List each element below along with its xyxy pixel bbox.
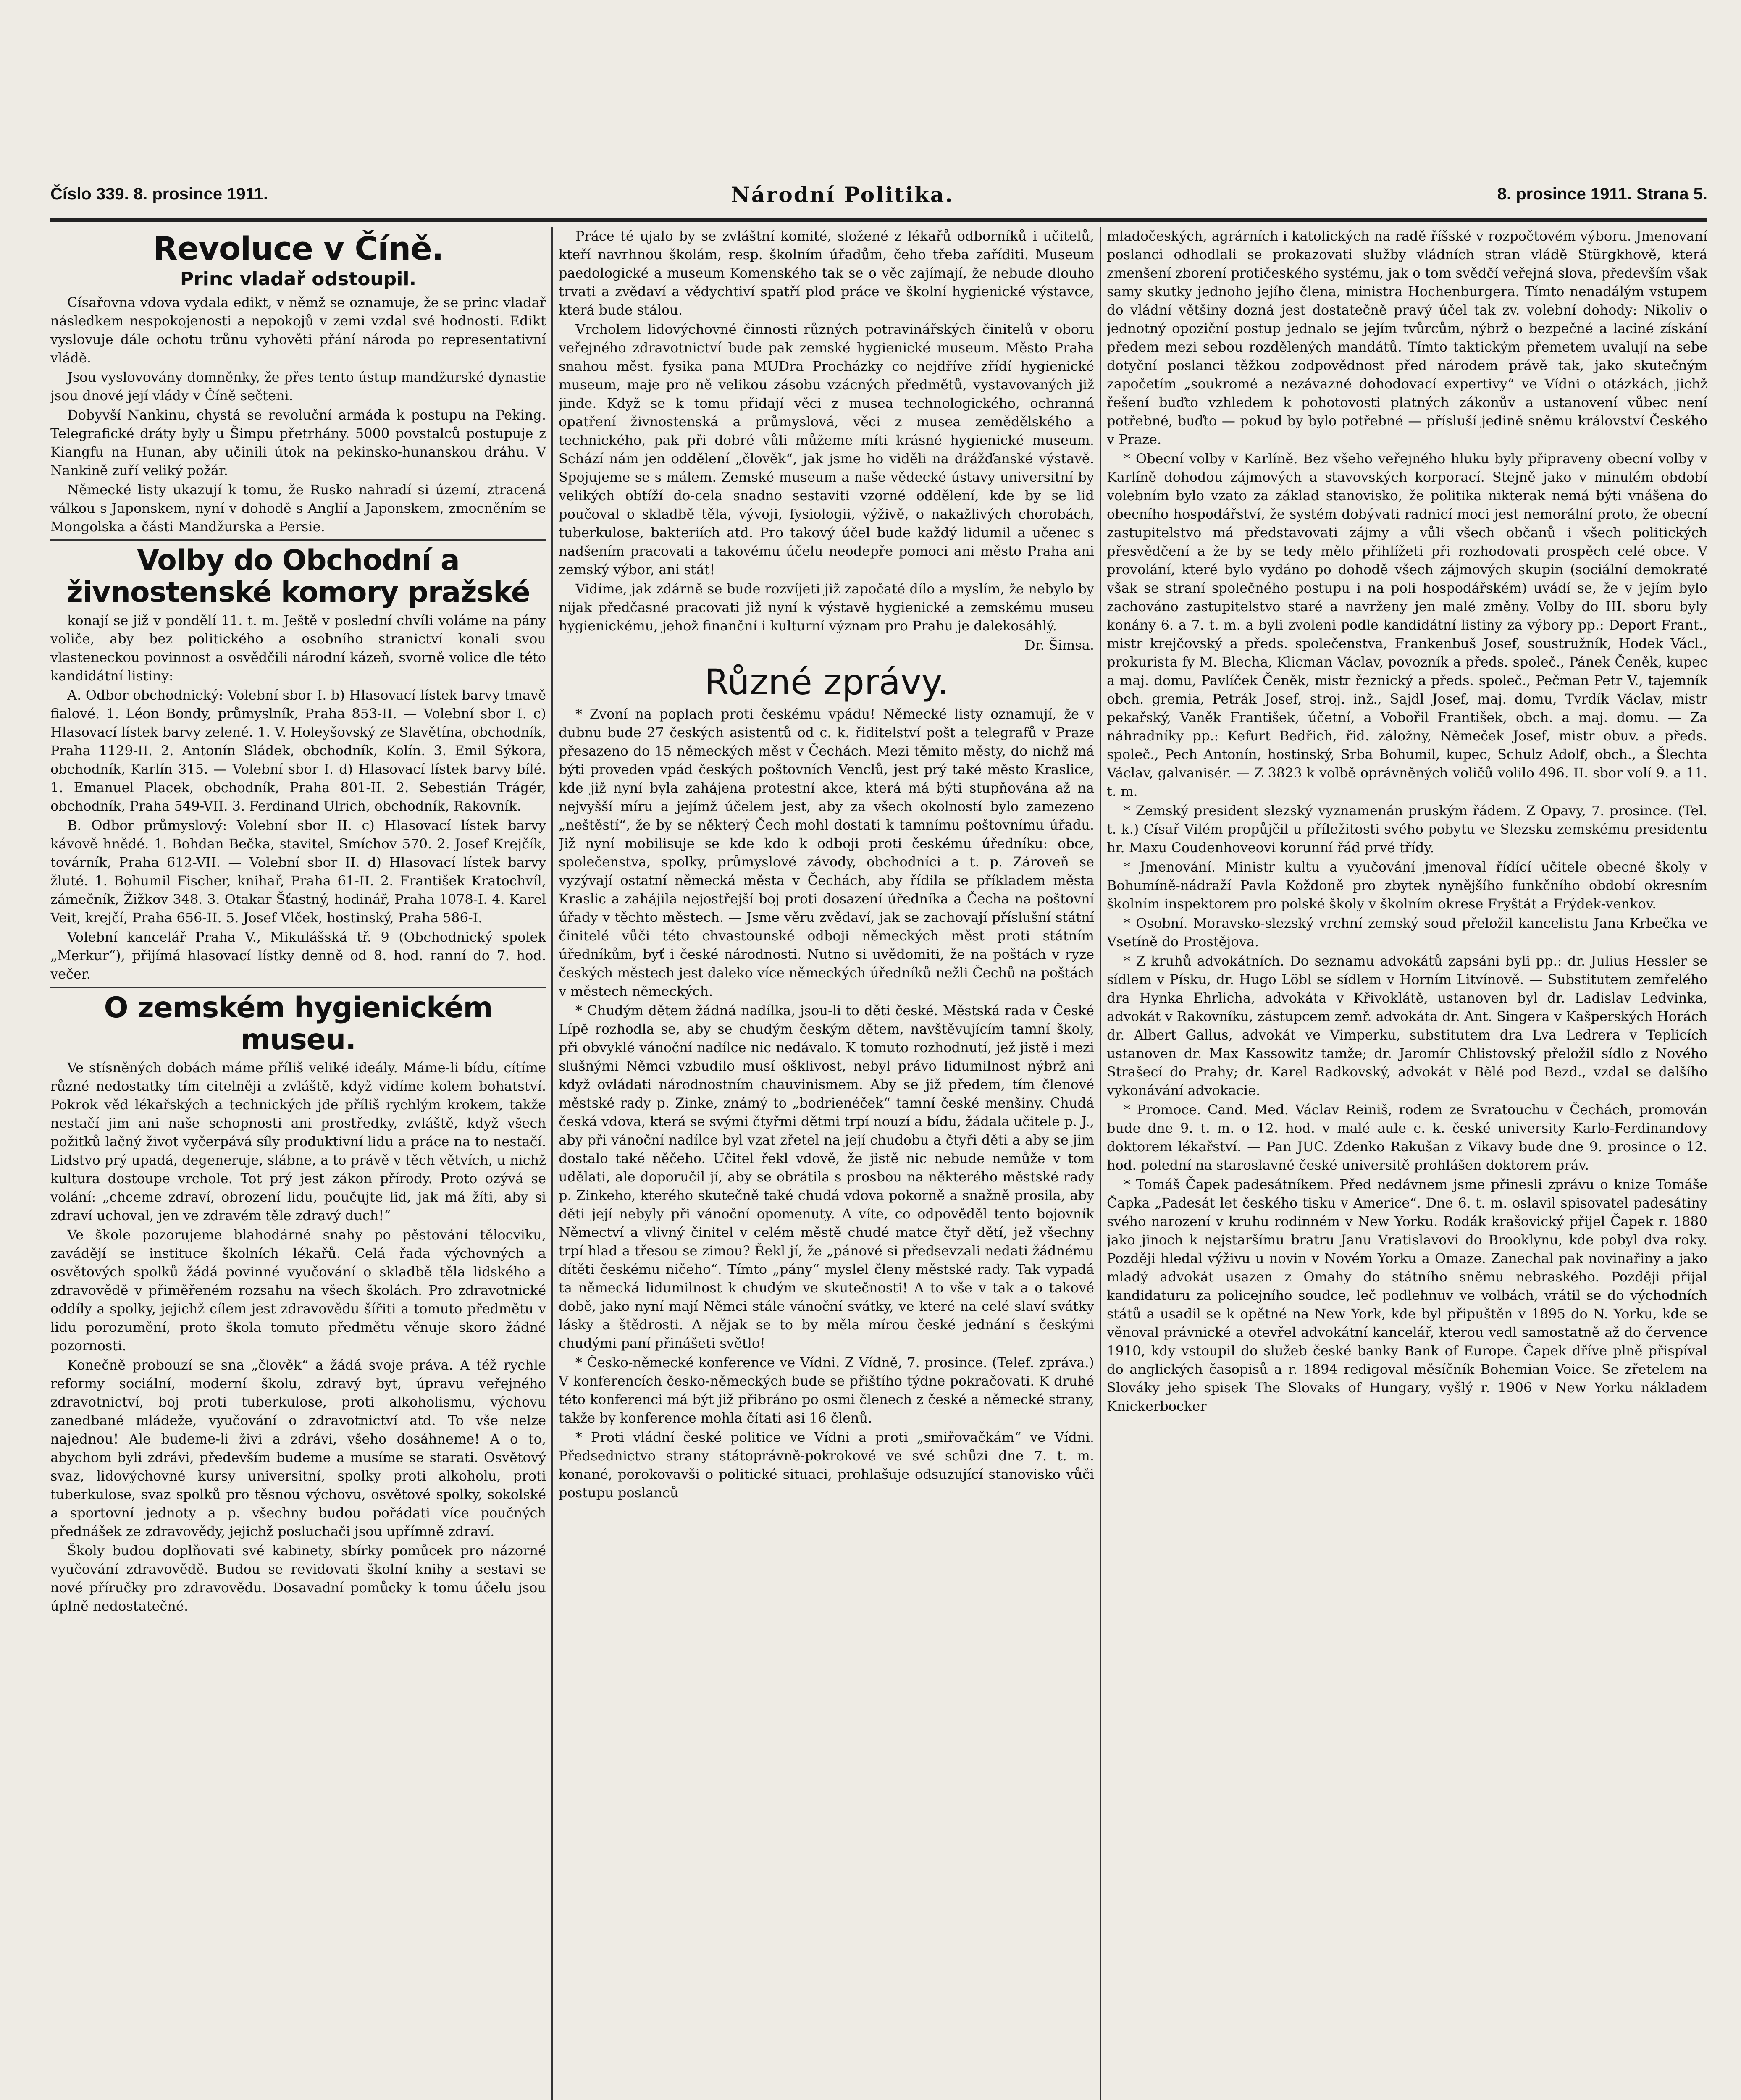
news-item: * Chudým dětem žádná nadílka, jsou-li to děti české. Městská rada v České Lípě rozhodla se, aby se chudým českým dětem, navštěvujícím tamní školy, při obvyklé vánoční nadílce nic nedávalo. K tomuto rozhodnutí, jež jistě i mezi slušnými Němci vzbudilo musí ošklivost, nebyl právo lidumilnost nýbrž ani když ovládati národnostním chauvinismem. Aby se již předem, tím členové městské rady p. Zinke, známý to „bodrienéček“ tamní české menšiny. Chudá česká vdova, která se svými čtyřmi dětmi trpí nouzí a bídu, žádala učitele p. J., aby při vánoční nadílce byl vzat zřetel na její chudobu a čtyři děti a aby se jim dostalo také něčeho. Učitel řekl vdově, že jistě nic nebude nemůže v tom udělati, ale doporučil jí, aby se obrátila s prosbou na některého městské rady p. Zinkeho, kterého skutečně také chudá vdova pokorně a snažně prosila, aby děti její nebyly při vánoční opomenuty. A víte, co odpověděl tento bojovník Němectví a vlivný činitel v celém městě chudé matce čtyř dětí, jež všechny trpí hlad a třesou se zimou? Řekl jí, že „pánové si předsevzali nedati žádnému dítěti českému ničeho“. Tímto „pány“ myslel členy městské rady. Tak vypadá ta německá lidumilnost k chudým ve skutečnosti! A to vše v tak a o takové době, jako nyní mají Němci stále vánoční svátky, ve které na celé slaví svátky lásky a štědrosti. A nějak se to by měla mírou české jednání s českými chudými paní přinášeti světlo! — [559, 1003, 1094, 1351]
news-item: * Promoce. Cand. Med. Václav Reiniš, rodem ze Svratouchu v Čechách, promován bude dne 9. t. m. o 12. hod. v malé aule c. k. české university Karlo-Ferdinandovy doktorem lékařství. — Pan JUC. Zdenko Rakušan z Vikavy bude dne 9. prosince o 12. hod. polední na staroslavné české universitě prohlášen doktorem práv. — [1107, 1102, 1707, 1173]
paragraph: A. Odbor obchodnický: Volební sbor I. b) Hlasovací lístek barvy tmavě fialové. 1. Léon Bondy, průmyslník, Praha 853-II. — Volební sbor I. c) Hlasovací lístek barvy zelené. 1. V. Holeyšovský ze Slavětína, obchodník, Praha 1129-II. 2. Antonín Sládek, obchodník, Kolín. 3. Emil Sýkora, obchodník, Karlín 315. — Volební sbor I. d) Hlasovací lístek barvy bílé. 1. Emanuel Placek, obchodník, Praha 801-II. 2. Sebestián Trágér, obchodník, Praha 549-VII. 3. Ferdinand Ulrich, obchodník, Rakovník. — [50, 687, 546, 814]
signature: Dr. Šimsa. — [1024, 637, 1094, 653]
paragraph: Ve stísněných dobách máme příliš veliké ideály. Máme-li bídu, cítíme různé nedostatky tím citelněji a zvláště, když vidíme kolem bohatství. Pokrok věd lékařských a technických jde příliš rychlým krokem, takže nestačí jim ani naše schopnosti ani prostředky, zvláště, když všech požitků lačný život vyčerpává síly produktivní lidu a práce na to nestačí. Lidstvo prý upadá, degeneruje, slábne, a to právě v těch větvích, u nichž kultura dostoupe vrchole. Tot prý jest zákon přírody. Proto ozývá se volání: „chceme zdraví, obrození lidu, poučujte lid, jak má žíti, aby si zdraví uchoval, jen ve zdravém těle zdravý duch!“ — [50, 1060, 546, 1223]
section-title: Různé zprávy. — [704, 662, 949, 703]
issue-number: Číslo 339. 8. prosince 1911. — [50, 185, 268, 203]
paragraph: konají se již v pondělí 11. t. m. Ještě v poslední chvíli voláme na pány voliče, aby bez politického a osobního stranictví konali svou vlasteneckou povinnost a osvědčili národní kázeň, svorně volice dle této kandidátní listiny: — [50, 612, 546, 684]
paragraph: Školy budou doplňovati své kabinety, sbírky pomůcek pro názorné vyučování zdravovědě. Budou se revidovati školní knihy a sestavi se nové příručky pro zdravovědu. Dosavadní pomůcky k tomu účelu jsou úplně nedostatečné. — [50, 1543, 546, 1614]
paragraph: Německé listy ukazují k tomu, že Rusko nahradí si území, ztracená válkou s Japonskem, nyní v dohodě s Anglií a Japonskem, zmocněním se Mongolska a části Mandžurska a Persie. — [50, 482, 546, 535]
paragraph: Jsou vyslovovány domněnky, že přes tento ústup mandžurské dynastie jsou dnové její vlády v Číně sečteni. — [50, 369, 546, 404]
paragraph: Císařovna vdova vydala edikt, v němž se oznamuje, že se princ vladař následkem nespokojenosti a nepokojů v zemi vzdal své hodnosti. Edikt vyslovuje dále ochotu trůnu vyhověti přání národa po representativní vládě. — [50, 294, 546, 366]
paragraph: Práce té ujalo by se zvláštní komité, složené z lékařů odborníků i učitelů, kteří navrhnou školám, resp. školním úřadům, čeho třeba zaříditi. Museum paedologické a museum Komenského tak se o věc zajímají, že nebude dlouho trvati a zvědaví a vědychtiví spatří plod práce ve školní hygienické výstavce, která bude stálou. — [559, 228, 1094, 318]
column-divider — [551, 227, 553, 2100]
article-subtitle: Princ vladař odstoupil. — [180, 268, 417, 290]
column-divider — [1100, 227, 1101, 2100]
news-item: * Zemský president slezský vyznamenán pruským řádem. Z Opavy, 7. prosince. (Tel. t. k.) Císař Vilém propůjčil u příležitosti svého pobytu ve Slezsku zemskému presidentu hr. Maxu Coudenhoveovi korunní řád prvé třídy. — [1107, 803, 1707, 856]
column-2 — [559, 227, 1094, 2100]
news-item: * Proti vládní české politice ve Vídni a proti „smiřovačkám“ ve Vídni. Předsednictvo strany státoprávně-pokrokové ve své schůzi dne 7. t. m. konané, porokovavši o politické situaci, prohlašuje odsuzující stanovisko vůči postupu poslanců — [559, 1429, 1094, 1501]
columns — [50, 227, 1707, 2100]
news-item: * Jmenování. Ministr kultu a vyučování jmenoval řídící učitele obecné školy v Bohumíně-nádraží Pavla Koždoně pro zbytek nynějšího funkčního období okresním školním inspektorem pro polské školy v školním okrese Fryštát a Frýdek-venkov. — [1107, 859, 1707, 912]
news-item: * Česko-německé konference ve Vídni. Z Vídně, 7. prosince. (Telef. zpráva.) V konferencích česko-německých bude se přištího týdne pokračovati. K druhé této konferenci má být již přibráno po osmi členech z české a německé strany, takže by konference mohla čítati asi 16 členů. — [559, 1354, 1094, 1426]
article-title: Volby do Obchodní a živnostenské komory pražské — [66, 544, 530, 609]
news-item: * Tomáš Čapek padesátníkem. Před nedávnem jsme přinesli zprávu o knize Tomáše Čapka „Padesát let českého tisku v Americe“. Dne 6. t. m. oslavil spisovatel padesátiny svého narození v kruhu rodinném v New Yorku. Rodák krašovický přijel Čapek r. 1880 jako jinoch k nejstaršímu bratru Janu Vratislavovi do Brooklynu, kde pobyl dva roky. Později hledal výživu u novin v Novém Yorku a Omaze. Zanechal pak novinařiny a jako mladý advokát usazen z Omahy do státního sněmu nebraského. Později přijal kandidaturu za policejního soudce, leč podlehnuv ve volbách, vrátil se do východních států a usadil se k opětné na New York, kde byl připuštěn v 1895 do N. Yorku, kde se věnoval právnické a otevřel advokátní kancelář, kterou vedl samostatně až do července 1910, kdy vstoupil do služeb české banky Bank of Europe. Čapek dříve plně přispíval do anglických časopisů a r. 1894 redigoval měsíčník Bohemian Voice. Se zřetelem na Slováky jeho spisek The Slovaks of Hungary, vyšlý r. 1906 v New Yorku nákladem Knickerbocker — [1107, 1176, 1707, 1414]
paragraph: Vidíme, jak zdárně se bude rozvíjeti již započaté dílo a myslím, že nebylo by nijak předčasné pracovati již nyní k výstavě hygienické a zemskému museu hygienickému, jehož finanční i kulturní význam pro Prahu je dalekosáhlý. — [559, 581, 1094, 634]
article-volby — [50, 545, 546, 988]
news-item: * Z kruhů advokátních. Do seznamu advokátů zapsáni byli pp.: dr. Julius Hessler se sídlem v Písku, dr. Hugo Löbl se sídlem v Horním Litvínově. — Substitutem zemřelého dra Hynka Ehrlicha, advokáta v Křivoklátě, ustanoven byl dr. Ladislav Ledvinka, advokát v Rakovníku, zástupcem zemř. advokáta dr. Ant. Singera v Kašperských Horách dr. Albert Gallus, advokát ve Vimperku, substitutem dra Lva Ledrera v Teplicích ustanoven dr. Max Kassowitz tamže; dr. Jaromír Chlistovský přeložil sídlo z Nového Strašecí do Prahy; dr. Karel Radkovský, advokát v Bělé pod Bezd., vzdal se dalšího vykonávání advokacie. — [1107, 953, 1707, 1098]
news-item: * Obecní volby v Karlíně. Bez všeho veřejného hluku byly připraveny obecní volby v Karlíně dohodou zájmových a stavovských korporací. Stejně jako v minulém období volebním bylo vzato za základ stanovisko, že politika nikterak nemá býti vnášena do obecního hospodářství, že systém dobývati radnicí moci jest nemorální proto, že obecní zastupitelstvo má představovati zájmy a vůli všech občanů i všech politických přesvědčení a že by se tedy mělo přihlížeti při rozhodovati prospěch celé obce. V provolání, které bylo vydáno po dohodě všech zájmových skupin (sociální demokraté však se straní společného postupu i na poli hospodářském) uvádí se, že v jejím bylo zachováno zastupitelstvo staré a navrženy jen malé změny. Volby do III. sboru byly konány 6. a 7. t. m. a byli zvoleni podle kandidátní listiny za výbory pp.: Deport Frant., mistr krejčovský a předs. společenstva, Frankenbuš Josef, soustružník, Hodek Václ., prokurista fy M. Blecha, Klicman Václav, povozník a předs. společ., Pánek Čeněk, kupec a maj. domu, Pavlíček Čeněk, mistr řeznický a předs. společ., Pečman Petr V., tajemník obch. gremia, Petrák Josef, stroj. inž., Sajdl Josef, maj. domu, Tvrdík Václav, mistr pekařský, Vaněk František, účetní, a Vobořil František, obch. a maj. domu. — Za náhradníky pp.: Kefurt Bedřich, řid. záložny, Němeček Josef, mistr obuv. a předs. společ., Pech Antonín, hostinský, Srba Bohumil, kupec, Schulz Adolf, obch., a Šlechta Václav, galvanisér. — Z 3823 k volbě oprávněných voličů volilo 496. II. sbor volí 9. a 11. t. m. — [1107, 451, 1707, 799]
page-header — [50, 182, 1707, 222]
masthead: Národní Politika. — [731, 182, 954, 207]
article-muzeum — [50, 992, 546, 1615]
paragraph: Konečně probouzí se sna „člověk“ a žádá svoje práva. A též rychle reformy sociální, moderní školu, zdravý byt, úpravu veřejného zdravotnictví, boj proti tuberkulose, proti alkoholismu, výchovu zanedbané mládeže, vyučování o zdravotnictví atd. To vše nelze najednou! Ale budeme-li živi a zdrávi, všeho dosáhneme! A o to, abychom byli zdrávi, především budeme a musíme se starati. Osvětový svaz, lidovýchovné kursy universitní, spolky proti alkoholu, proti tuberkulose, svaz spolků pro těsnou výchovu, osvětové spolky, sokolské a sportovní jednoty a p. všechny budou pořádati více poučných přednášek ze zdravovědy, jejichž posluchači jsou upřímně zdraví. — [50, 1357, 546, 1539]
date-page: 8. prosince 1911. Strana 5. — [1497, 185, 1707, 203]
news-item: * Zvoní na poplach proti českému vpádu! Německé listy oznamují, že v dubnu bude 27 českých asistentů od c. k. řiditelství pošt a telegrafů v Praze přesazeno do 15 německých měst v Čechách. Mezi těmito městy, do nichž má býti proveden vpád českých poštovních Venclů, jest prý také město Kraslice, kde již nyní byla zahájena protestní akce, která má býti stupňována až na nejvyšší míru a jejímž účelem jest, aby za všech okolností bylo zamezeno „neštěstí“, že by se některý Čech mohl dostati k tamnímu poštovnímu úřadu. Již nyní mobilisuje se kde kdo k odboji proti českému úředníku: obce, společenstva, spolky, průmyslové závody, obchodníci a t. p. Zároveň se vyzývají ostatní německá města v Čechách, aby řídila se příkladem města Kraslic a zahájila nejostřejší boj proti dosazení úředníka a Čecha na poštovní úřady v těchto městech. — Jsme věru zvědaví, jak se zachovají příslušní státní činitelé vůči této chvastounské odboji německých měst proti státním úředníkům, byť i české národnosti. Nutno si uvědomiti, že na poštách v ryze českých městech jest daleko více německých úředníků nežli Čechů na poštách v městech německých. — [559, 706, 1094, 999]
paragraph: Dobyvší Nankinu, chystá se revoluční armáda k postupu na Peking. Telegrafické dráty byly u Šimpu přetrhány. 5000 povstalců postupuje z Kiangfu na Hunan, aby učinili útok na pekinsko-hunanskou dráhu. V Nankině zuří veliký požár. — [50, 407, 546, 478]
column-1 — [50, 227, 546, 2100]
paragraph: Volební kancelář Praha V., Mikulášská tř. 9 (Obchodnický spolek „Merkur“), přijímá hlasovací lístky denně od 8. hod. ranní do 7. hod. večer. — [50, 929, 546, 982]
paragraph: B. Odbor průmyslový: Volební sbor II. c) Hlasovací lístek barvy kávově hnědé. 1. Bohdan Bečka, stavitel, Smíchov 570. 2. Josef Krejčík, továrník, Praha 612-VII. — Volební sbor II. d) Hlasovací lístek barvy žluté. 1. Bohumil Fischer, knihař, Praha 61-II. 2. František Kratochvíl, zámečník, Žižkov 348. 3. Otakar Šťastný, hodinář, Praha 1078-I. 4. Karel Veit, krejčí, Praha 656-II. 5. Josef Vlček, hostinský, Praha 586-I. — [50, 817, 546, 926]
article-title: O zemském hygienickém museu. — [104, 991, 493, 1056]
paragraph: Ve škole pozorujeme blahodárné snahy po pěstování tělocviku, zavádějí se instituce školních lékařů. Celá řada výchovných a osvětových spolků žádá povinné vyučování o skladbě těla lidského a zdravovědě v přiměřeném rozsahu na všech školách. Pro zdravotnické oddíly a spolky, jejichž cílem jest zdravovědu šířiti a tomuto předmětu v lidu porozumění, proto škola tomuto předmětu věnuje skoro žádné pozornosti. — [50, 1227, 546, 1354]
news-item: * Osobní. Moravsko-slezský vrchní zemský soud přeložil kancelistu Jana Krbečka ve Vsetíně do Prostějova. — [1107, 915, 1707, 950]
paragraph: mladočeských, agrárních i katolických na radě říšské v rozpočtovém výboru. Jmenovaní poslanci odhodlali se prokazovati služby vládních stran vládě Stürgkhově, která zmenšení zborení protičeského systému, jak o tom svědčí veřejná slova, především však samy skutky jednoho jejího člena, ministra Hochenburgera. Tímto nenadálým vstupem do vládní většiny dozná jest dostatečně pravý účel tak zv. volební dohody: Nikoliv o jednotný opoziční postup jednalo se jejím tvůrcům, nýbrž o bezpečné a laciné získání předem mezi sebou rozdělených mandátů. Tímto taktickým přemetem uvalují na sebe dotyční poslanci těžkou zodpovědnost před národem právě tak, jako skutečným započetím „soukromé a nezávazné dohodovací expertivy“ ve Vídni o otázkách, jichž řešení buďto vzhledem k pohotovosti platných zákonův a ustanovení vůbec není potřebné, buďto — pokud by bylo potřebné — přísluší jedině sněmu království Českého v Praze. — [1107, 228, 1707, 447]
paragraph: Vrcholem lidovýchovné činnosti různých potravinářských činitelů v oboru veřejného zdravotnictví bude pak zemské hygienické museum. Město Praha snahou měst. fysika pana MUDra Procházky co nejdříve zřídí hygienické museum, maje pro ně velikou zásobu vzácných předmětů, vystavovaných již jinde. Když se k tomu přidají věci z musea technologického, ochranná opatření živnostenská a průmyslová, věci z musea zemědělského a technického, pak při dobré vůli můžeme míti krásné hygienické museum. Schází nám jen oddělení „člověk“, jak jsme ho viděli na drážďanské výstavě. Spojujeme se s málem. Zemské museum a naše vědecké ústavy universitní by velikých obtíží do-cela snadno sestaviti vzorné oddělení, kde by se lid poučoval o skladbě těla, vývoji, fysiologii, výživě, o nakažlivých chorobách, tuberkulose, bakteriích atd. Pro takový účel bude každý lidumil a učenec s nadšením pracovati a takovému účelu neodepře pomoci ani město Praha ani zemský výbor, ani stát! — [559, 321, 1094, 578]
article-revoluce — [50, 231, 546, 541]
column-3 — [1107, 227, 1707, 2100]
article-title: Revoluce v Číně. — [153, 230, 444, 267]
